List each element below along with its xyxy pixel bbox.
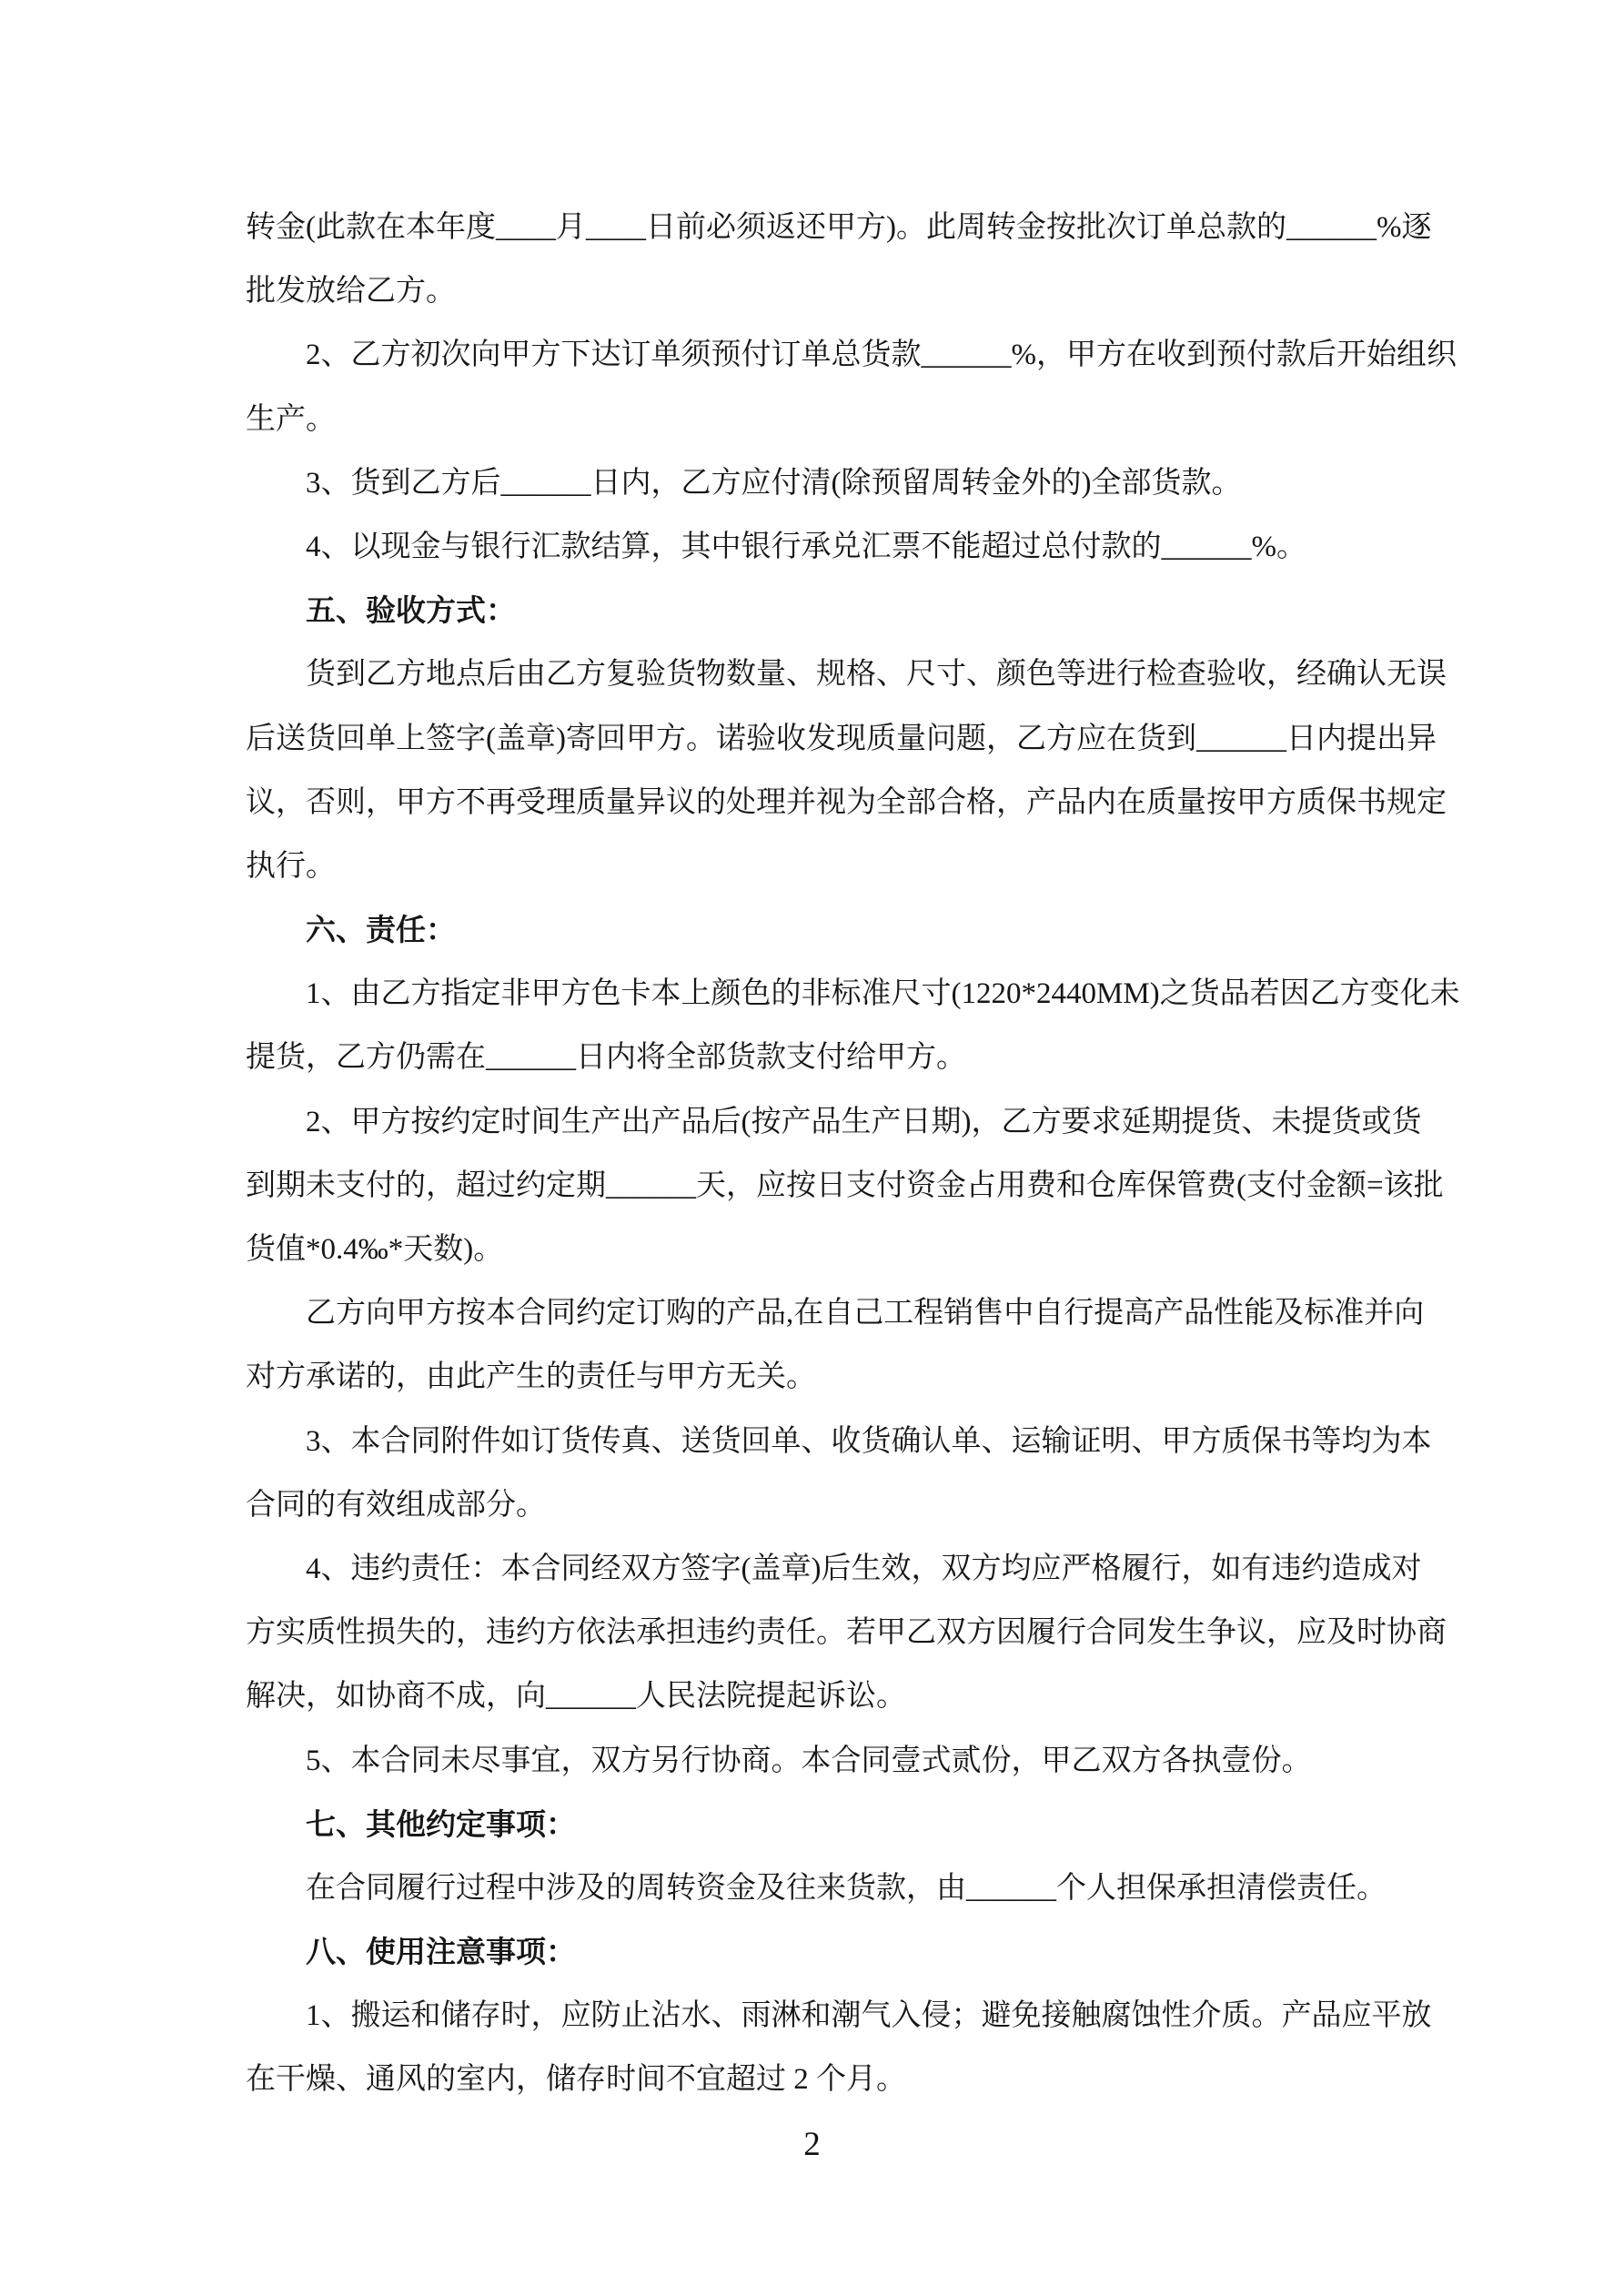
section-heading: 五、验收方式： [306, 593, 516, 628]
page-number: 2 [803, 2126, 821, 2163]
document-line: 3、本合同附件如订货传真、送货回单、收货确认单、运输证明、甲方质保书等均为本 [306, 1424, 1432, 1458]
document-line: 议，否则，甲方不再受理质量异议的处理并视为全部合格，产品内在质量按甲方质保书规定 [246, 785, 1447, 819]
document-line: 4、违约责任：本合同经双方签字(盖章)后生效，双方均应严格履行，如有违约造成对 [306, 1552, 1422, 1585]
document-line: 在合同履行过程中涉及的周转资金及往来货款，由______个人担保承担清偿责任。 [306, 1871, 1387, 1905]
document-line: 到期未支付的，超过约定期______天，应按日支付资金占用费和仓库保管费(支付金额=该批 [246, 1168, 1444, 1202]
section-heading: 八、使用注意事项： [306, 1935, 576, 1969]
document-line: 生产。 [246, 402, 336, 436]
document-line: 货到乙方地点后由乙方复验货物数量、规格、尺寸、颜色等进行检查验收，经确认无误 [306, 658, 1447, 692]
section-heading: 六、责任： [306, 913, 456, 947]
document-line: 解决，如协商不成，向______人民法院提起诉讼。 [246, 1680, 906, 1714]
document-line: 转金(此款在本年度____月____日前必须返还甲方)。此周转金按批次订单总款的______%逐 [246, 211, 1432, 244]
document-line: 2、甲方按约定时间生产出产品后(按产品生产日期)，乙方要求延期提货、未提货或货 [306, 1105, 1422, 1138]
document-line: 对方承诺的，由此产生的责任与甲方无关。 [246, 1360, 816, 1394]
document-line: 乙方向甲方按本合同约定订购的产品,在自己工程销售中自行提高产品性能及标准并向 [306, 1297, 1425, 1330]
document-line: 方实质性损失的，违约方依法承担违约责任。若甲乙双方因履行合同发生争议，应及时协商 [246, 1616, 1447, 1650]
document-line: 提货，乙方仍需在______日内将全部货款支付给甲方。 [246, 1041, 966, 1075]
document-line: 合同的有效组成部分。 [246, 1488, 546, 1522]
contract-body [246, 196, 1460, 2112]
document-line: 货值*0.4‰*天数)。 [246, 1233, 504, 1266]
document-line: 2、乙方初次向甲方下达订单须预付订单总货款______%，甲方在收到预付款后开始组织 [306, 339, 1457, 372]
document-line: 5、本合同未尽事宜，双方另行协商。本合同壹式贰份，甲乙双方各执壹份。 [306, 1744, 1312, 1777]
document-line: 后送货回单上签字(盖章)寄回甲方。诺验收发现质量问题，乙方应在货到______日内提出异 [246, 722, 1437, 755]
document-line: 在干燥、通风的室内，储存时间不宜超过 2 个月。 [246, 2063, 906, 2097]
document-line: 1、搬运和储存时，应防止沾水、雨淋和潮气入侵；避免接触腐蚀性介质。产品应平放 [306, 1999, 1432, 2033]
document-line: 1、由乙方指定非甲方色卡本上颜色的非标准尺寸(1220*2440MM)之货品若因乙方变化未 [306, 977, 1460, 1011]
document-line: 4、以现金与银行汇款结算，其中银行承兑汇票不能超过总付款的______%。 [306, 530, 1306, 563]
document-line: 执行。 [246, 849, 336, 883]
document-line: 批发放给乙方。 [246, 275, 456, 308]
section-heading: 七、其他约定事项： [306, 1806, 576, 1841]
document-line: 3、货到乙方后______日内，乙方应付清(除预留周转金外的)全部货款。 [306, 466, 1242, 500]
